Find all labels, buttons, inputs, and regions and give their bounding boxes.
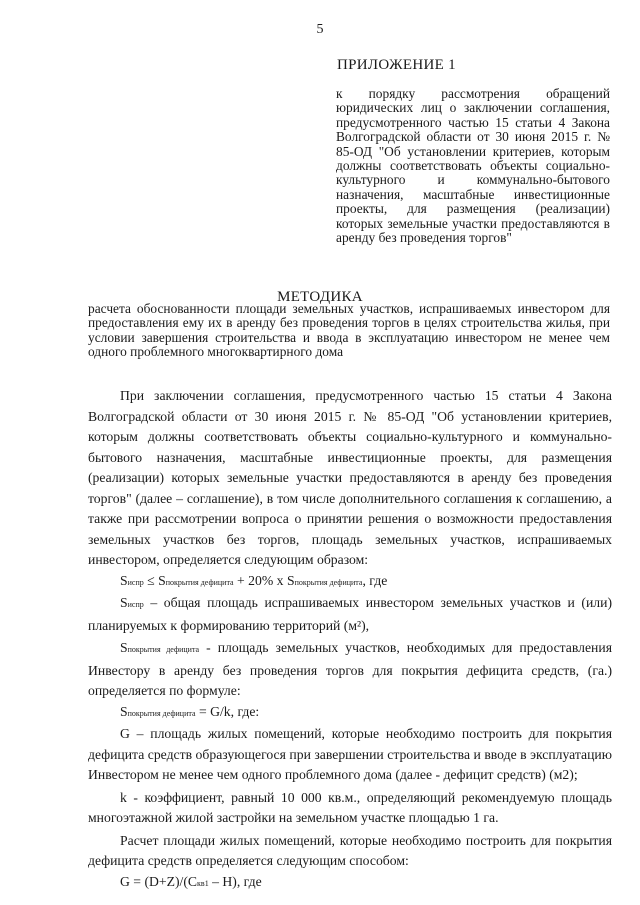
- definition-k: k - коэффициент, равный 10 000 кв.м., определяющий рекомендуемую площадь многоэтажной жилой застройки на земельном участке площадью 1 га.: [88, 789, 612, 825]
- methodology-subtitle: расчета обоснованности площади земельных участков, испрашиваемых инвестором для предоставления ему их в аренду без проведения торгов в целях строительства жилья, при условии завершения строительства и ввода в эксплуатацию инвестором не менее чем одного проблемного многоквартирного дома: [88, 301, 610, 360]
- definition-s-ispr: Sиспр – общая площадь испрашиваемых инвестором земельных участков и (или) планируемых к формированию территорий (м²),: [88, 595, 612, 633]
- definition-s-deficit: Sпокрытия дефицита - площадь земельных участков, необходимых для предоставления Инвестору в аренду без проведения торгов для покрытия дефицита средств, (га.) определяется по формуле:: [88, 640, 613, 698]
- appendix-body: к порядку рассмотрения обращений юридических лиц о заключении соглашения, предусмотренного частью 15 статьи 4 Закона Волгоградской области от 30 июня 2015 г. № 85-ОД "Об установлении критериев, которым должны соответствовать объекты социально-культурного и коммунально-бытового назначения, масштабные инвестиционные проекты, для размещения (реализации) которых земельные участки предоставляются в аренду без проведения торгов": [336, 86, 610, 246]
- formula-s-deficit: Sпокрытия дефицита = G/k, где:: [120, 703, 260, 719]
- formula-s-ispr: Sиспр ≤ Sпокрытия дефицита + 20% x Sпокрытия дефицита, где: [120, 572, 388, 588]
- methodology-title: МЕТОДИКА: [277, 289, 363, 305]
- appendix-title: ПРИЛОЖЕНИЕ 1: [337, 57, 456, 73]
- calculation-paragraph: Расчет площади жилых помещений, которые необходимо построить для покрытия дефицита средств определяется следующим способом:: [88, 832, 612, 868]
- formula-g: G = (D+Z)/(Cкв1 – H), где: [120, 873, 262, 889]
- page-number: 5: [316, 22, 324, 37]
- definition-g: G – площадь жилых помещений, которые необходимо построить для покрытия дефицита средств образующегося при завершении строительства и вводе в эксплуатацию Инвестором не менее чем одного проблемного дома (далее - дефицит средств) (м2);: [88, 726, 612, 782]
- intro-paragraph: При заключении соглашения, предусмотренного частью 15 статьи 4 Закона Волгоградской области от 30 июня 2015 г. № 85-ОД "Об установлении критериев, которым должны соответствовать объекты социально-культурного и коммунально-бытового назначения, масштабные инвестиционные проекты, для размещения (реализации) которых земельные участки предоставляются в аренду без проведения торгов" (далее – соглашение), в том числе дополнительного соглашения к соглашению, а также при рассмотрении вопроса о принятии решения о возможности предоставления земельных участков без торгов, площадь земельных участков, испрашиваемых инвестором, определяется следующим образом:: [88, 388, 612, 567]
- main-text: [88, 386, 612, 894]
